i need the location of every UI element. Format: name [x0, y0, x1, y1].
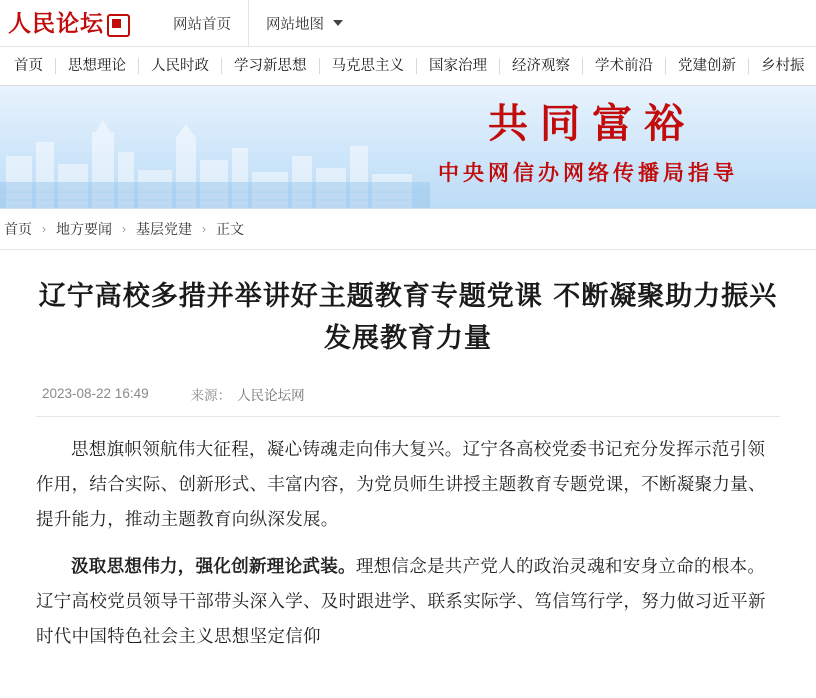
campaign-banner[interactable]: [0, 86, 816, 209]
page-title: 辽宁高校多措并举讲好主题教育专题党课 不断凝聚助力振兴发展教育力量: [38, 281, 778, 354]
channel-item-8[interactable]: 党建创新: [666, 58, 749, 74]
banner-subtitle: 中央网信办网络传播局指导: [438, 160, 738, 185]
source-label: 来源：: [190, 387, 232, 403]
article-paragraph-0: 思想旗帜领航伟大征程，凝心铸魂走向伟大复兴。辽宁各高校党委书记充分发挥示范引领作用，结合实际、创新形式、丰富内容，为党员师生讲授主题教育专题党课，不断凝聚力量、提升能力，推动主题教育向纵深发展。: [36, 439, 766, 530]
breadcrumb-current: 正文: [216, 221, 244, 237]
topnav-item-home-label: 网站首页: [173, 16, 231, 33]
banner-text-block: [386, 100, 786, 187]
breadcrumb-item-1[interactable]: 地方要闻: [56, 221, 112, 237]
channel-item-7[interactable]: 学术前沿: [583, 58, 666, 74]
site-logo-text: 人民论坛: [8, 9, 104, 37]
site-logo[interactable]: [8, 6, 130, 40]
breadcrumb-separator-1: ›: [122, 222, 126, 236]
chevron-down-icon[interactable]: [333, 20, 343, 26]
topnav-item-sitemap-label: 网站地图: [266, 16, 324, 33]
article-paragraph-1: [36, 550, 780, 655]
breadcrumb-separator-0: ›: [42, 222, 46, 236]
channel-navigation: [0, 47, 816, 86]
channel-item-6[interactable]: 经济观察: [500, 58, 583, 74]
channel-item-0[interactable]: 首页: [2, 58, 56, 74]
top-navigation: [156, 0, 360, 46]
publish-date: 2023-08-22 16:49: [42, 386, 149, 402]
seal-badge-icon: [107, 14, 130, 37]
breadcrumb: [0, 209, 816, 250]
source-name[interactable]: 人民论坛网: [237, 387, 305, 403]
channel-item-1[interactable]: 思想理论: [56, 58, 139, 74]
breadcrumb-item-0[interactable]: 首页: [4, 221, 32, 237]
banner-title: 共同富裕: [488, 100, 696, 147]
channel-item-5[interactable]: 国家治理: [417, 58, 500, 74]
article-body: [0, 250, 816, 655]
city-skyline-illustration: [0, 112, 430, 208]
topnav-item-sitemap[interactable]: [248, 0, 360, 46]
breadcrumb-item-2[interactable]: 基层党建: [136, 221, 192, 237]
topnav-item-home[interactable]: [156, 0, 248, 46]
meta-divider: [36, 416, 780, 417]
article-meta: [36, 384, 780, 404]
channel-item-4[interactable]: 马克思主义: [320, 58, 418, 74]
article-paragraph-1-text: 理想信念是共产党人的政治灵魂和安身立命的根本。辽宁高校党员领导干部带头深入学、及时跟进学、联系实际学、笃信笃行学，努力做习近平新时代中国特色社会主义思想坚定信仰: [36, 556, 766, 647]
site-header: [0, 0, 816, 47]
channel-item-9[interactable]: 乡村振: [761, 58, 805, 74]
channel-item-2[interactable]: 人民时政: [139, 58, 222, 74]
article-paragraph-1-lead: 汲取思想伟力，强化创新理论武装。: [71, 556, 356, 577]
channel-item-3[interactable]: 学习新思想: [222, 58, 320, 74]
breadcrumb-separator-2: ›: [202, 222, 206, 236]
